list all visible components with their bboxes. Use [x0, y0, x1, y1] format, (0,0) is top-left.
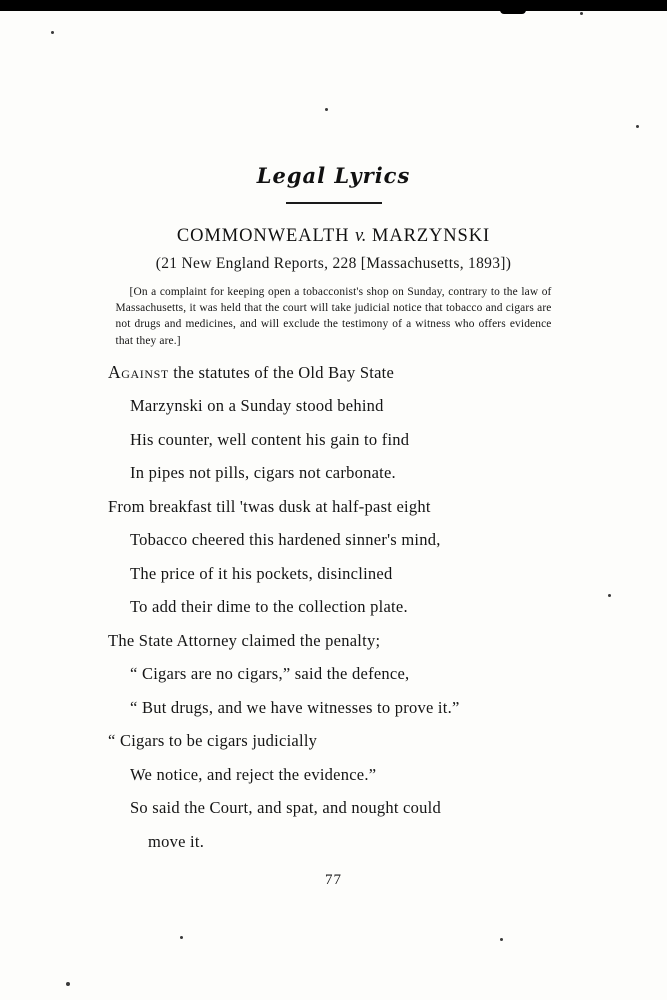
poem-line: “ Cigars are no cigars,” said the defence, — [130, 664, 410, 684]
poem-line: To add their dime to the collection plate. — [130, 597, 408, 617]
scan-speck — [180, 936, 183, 939]
case-heading — [0, 226, 667, 247]
poem-line: Marzynski on a Sunday stood behind — [130, 396, 384, 416]
poem-line: The price of it his pockets, disinclined — [130, 563, 393, 583]
poem-line: So said the Court, and spat, and nought could — [130, 798, 441, 818]
poem-line: In pipes not pills, cigars not carbonate. — [130, 463, 396, 483]
headnote — [116, 284, 552, 349]
case-citation: (21 New England Reports, 228 [Massachusetts, 1893]) — [155, 255, 512, 272]
poem-line: “ But drugs, and we have witnesses to prove it.” — [130, 697, 460, 717]
scan-speck — [500, 938, 503, 941]
poem-line: The State Attorney claimed the penalty; — [108, 630, 381, 650]
case-defendant: MARZYNSKI — [371, 226, 491, 246]
headnote-text: [On a complaint for keeping open a tobacconist's shop on Sunday, contrary to the law of Massachusetts, it was held that the court will take judicial notice that tobacco and cigars are not drugs and medicines, and will exclude the testimony of a witness who offers evidence that they are.] — [115, 286, 552, 347]
poem-line: Tobacco cheered this hardened sinner's mind, — [130, 530, 441, 550]
poem-line-smallcaps: Against — [108, 361, 169, 382]
poem-line: Against the statutes of the Old Bay State — [108, 361, 395, 382]
poem-body — [0, 361, 667, 851]
page-title: Legal Lyrics — [256, 163, 411, 188]
page-number: 77 — [325, 872, 342, 889]
poem-line: move it. — [148, 831, 205, 851]
scan-speck — [66, 982, 70, 986]
poem-line: “ Cigars to be cigars judicially — [108, 731, 318, 751]
title-rule — [286, 202, 382, 204]
poem-line: From breakfast till 'twas dusk at half-past eight — [108, 496, 431, 516]
poem-line: We notice, and reject the evidence.” — [130, 764, 377, 784]
case-plaintiff: COMMONWEALTH — [176, 226, 350, 246]
case-versus: v. — [354, 226, 367, 246]
poem-line: His counter, well content his gain to find — [130, 429, 410, 449]
